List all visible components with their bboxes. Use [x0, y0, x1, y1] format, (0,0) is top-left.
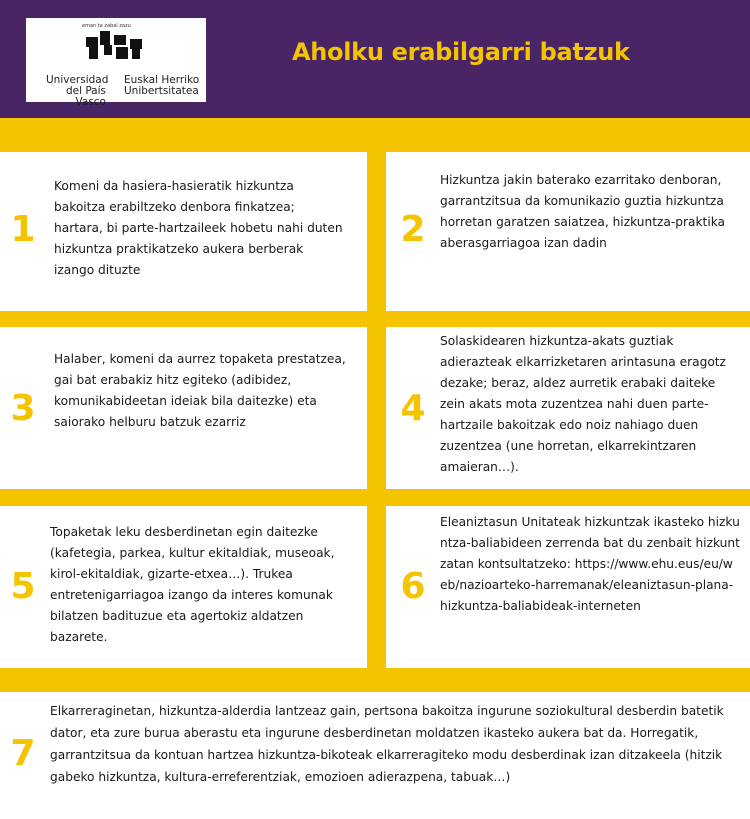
tip-number: 2 [400, 209, 426, 250]
tip-card-3 [0, 327, 367, 489]
logo-emblem-icon [86, 31, 144, 63]
tip-number: 4 [400, 388, 426, 429]
tip-text: Elkarreraginetan, hizkuntza-alderdia lantzeaz gain, pertsona bakoitza ingurune soziokultural desberdin batetik dator, eta zure burua aberastu eta ingurune desberdinetan moldatzen ikasteko aukera bat da. Horregatik, garrantzitsua da kontuan hartzea hizkuntza-bikoteak elkarreragiteko modu desberdinak izan ditzakeela (hitzik gabeko hizkuntza, kultura-erreferentziak, emozioen adierazpena, tabuak…) [50, 704, 724, 784]
logo-tagline: eman ta zabal zazu [82, 23, 131, 29]
tip-card-6 [386, 506, 750, 668]
tip-text: Topaketak leku desberdinetan egin daitezke (kafetegia, parkea, kultur ekitaldiak, museoak, kirol-ekitaldiak, gizarte-etxea…). Trukea entretenigarriagoa izango da interes komunak bilatzen badituzue eta agertokiz aldatzen bazarete. [50, 525, 335, 644]
header-banner [0, 0, 750, 118]
logo-text-basque: Euskal Herriko Unibertsitatea [124, 74, 200, 97]
tip-number: 1 [10, 209, 36, 250]
tip-number: 6 [400, 566, 426, 607]
tip-card-2 [386, 152, 750, 311]
tip-number: 7 [10, 733, 36, 774]
tip-number: 3 [10, 388, 36, 429]
tip-card-5 [0, 506, 367, 668]
tip-text: Solaskidearen hizkuntza-akats guztiak adierazteak elkarrizketaren arintasuna eragotz dezake; beraz, aldez aurretik erabaki daiteke zein akats mota zuzentzea nahi duen parte-hartzaile bakoitzak edo noiz nahiago duen zuzentzea (une horretan, elkarrekintzaren amaieran…). [440, 334, 726, 474]
tip-number: 5 [10, 566, 36, 607]
logo-text-spanish: Universidad del País Vasco [46, 74, 109, 108]
tip-text: Komeni da hasiera-hasieratik hizkuntza bakoitza erabiltzeko denbora finkatzea; hartara, bi parte-hartzaileek hobetu nahi duten hizkuntza praktikatzeko aukera berberak izango dituzte [54, 179, 343, 277]
page-title: Aholku erabilgarri batzuk [292, 38, 630, 66]
tip-card-4 [386, 327, 750, 489]
tip-card-1 [0, 152, 367, 311]
tip-text: Eleaniztasun Unitateak hizkuntzak ikasteko hizkuntza-baliabideen zerrenda bat du zenbait hizkuntzatan kontsultatzeko: https://www.ehu.eus/eu/web/nazioarteko-harremanak/eleaniztasun-plana-hizkuntza-baliabideak-interneten [440, 515, 740, 613]
tip-text: Halaber, komeni da aurrez topaketa prestatzea, gai bat erabakiz hitz egiteko (adibidez, komunikabideetan ideiak bila daitezke) eta saiorako helburu batzuk ezarriz [54, 352, 346, 429]
university-logo [26, 18, 206, 108]
tip-text: Hizkuntza jakin baterako ezarritako denboran, garrantzitsua da komunikazio guztia hizkuntza horretan garatzen saiatzea, hizkuntza-praktika aberasgarriagoa izan dadin [440, 173, 726, 250]
tip-card-7 [0, 692, 750, 819]
